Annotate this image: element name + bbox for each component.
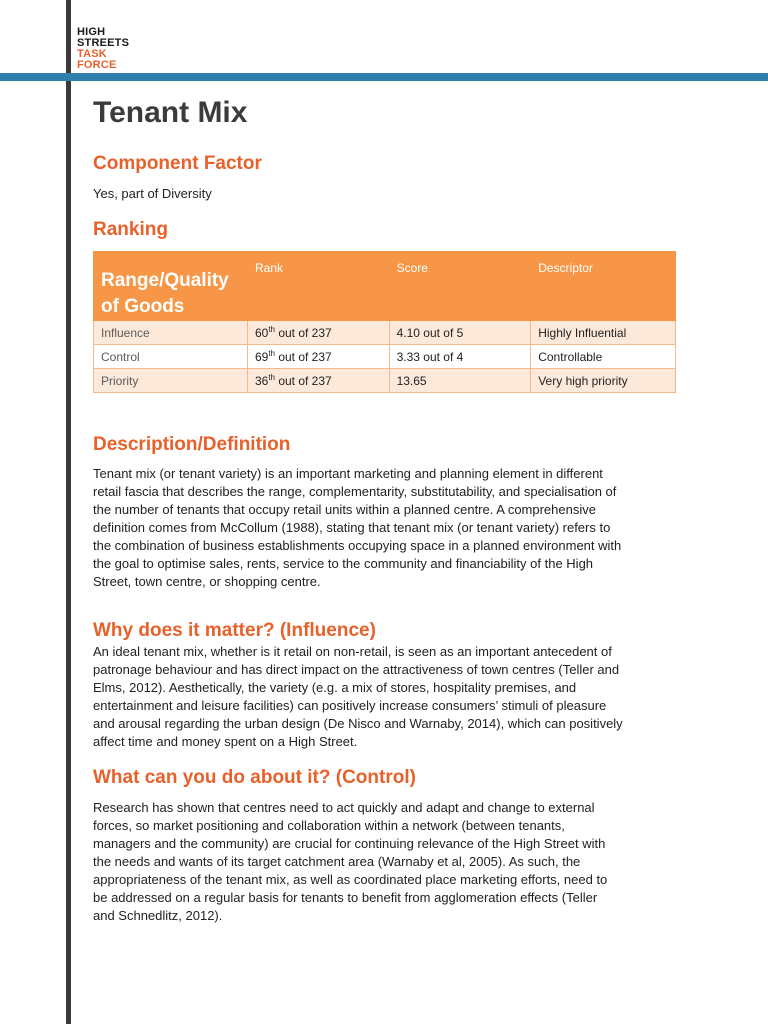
description-heading: Description/Definition bbox=[93, 434, 291, 455]
row-label: Control bbox=[94, 345, 248, 369]
control-heading: What can you do about it? (Control) bbox=[93, 767, 416, 788]
component-factor-heading: Component Factor bbox=[93, 153, 262, 174]
score-cell: 13.65 bbox=[389, 369, 531, 393]
influence-heading: Why does it matter? (Influence) bbox=[93, 620, 376, 641]
page-title: Tenant Mix bbox=[93, 96, 248, 129]
logo-line-2: STREETS bbox=[77, 37, 130, 49]
row-label: Priority bbox=[94, 369, 248, 393]
rank-cell: 69th out of 237 bbox=[247, 345, 389, 369]
ranking-heading: Ranking bbox=[93, 219, 168, 240]
header-band bbox=[0, 73, 768, 81]
table-row-control bbox=[94, 345, 676, 369]
logo-line-1: HIGH bbox=[77, 26, 106, 38]
score-cell: 3.33 out of 4 bbox=[389, 345, 531, 369]
row-label: Influence bbox=[94, 321, 248, 345]
descriptor-cell: Controllable bbox=[531, 345, 676, 369]
descriptor-cell: Very high priority bbox=[531, 369, 676, 393]
table-row-priority bbox=[94, 369, 676, 393]
description-paragraph: Tenant mix (or tenant variety) is an important marketing and planning element in different retail fascia that describes the range, complementarity, substitutability, and specialisation of the number of tenants that occupy retail units within a planned centre. A comprehensive definition comes from McCollum (1988), stating that tenant mix (or tenant variety) refers to the combination of business establishments occupying space in a planned environment with the goal to optimise sales, rents, service to the community and financiability of the High Street, town centre, or shopping centre. bbox=[93, 466, 622, 589]
group-label: Range/Quality of Goods bbox=[94, 252, 248, 321]
left-margin-rule bbox=[66, 0, 71, 1024]
control-paragraph: Research has shown that centres need to act quickly and adapt and change to external forces, so market positioning and collaboration within a network (between tenants, managers and the community) are crucial for continuing relevance of the High Street with the needs and wants of its target catchment area (Warnaby et al, 2005). As such, the appropriateness of the tenant mix, as well as coordinated place marketing efforts, need to be addressed on a regular basis for tenants to benefit from agglomeration effects (Teller and Schnedlitz, 2012). bbox=[93, 800, 608, 923]
ranking-table-header bbox=[94, 252, 676, 321]
influence-paragraph: An ideal tenant mix, whether is it retail on non-retail, is seen as an important antecedent of patronage behaviour and has direct impact on the attractiveness of town centres (Teller and Elms, 2012). Aesthetically, the variety (e.g. a mix of stores, hospitality premises, and entertainment and leisure facilities) can positively increase consumers’ stimuli of pleasure and arousal regarding the urban design (De Nisco and Warnaby, 2014), which can positively affect time and money spent on a High Street. bbox=[93, 644, 623, 749]
column-header-descriptor: Descriptor bbox=[531, 252, 676, 321]
high-streets-task-force-logo bbox=[77, 27, 129, 71]
rank-cell: 60th out of 237 bbox=[247, 321, 389, 345]
column-header-score: Score bbox=[389, 252, 531, 321]
descriptor-cell: Highly Influential bbox=[531, 321, 676, 345]
logo-line-3: TASK bbox=[77, 48, 107, 60]
rank-cell: 36th out of 237 bbox=[247, 369, 389, 393]
component-factor-text: Yes, part of Diversity bbox=[93, 186, 212, 201]
score-cell: 4.10 out of 5 bbox=[389, 321, 531, 345]
table-row-influence bbox=[94, 321, 676, 345]
ranking-table bbox=[93, 251, 676, 393]
column-header-rank: Rank bbox=[247, 252, 389, 321]
logo-line-4: FORCE bbox=[77, 59, 117, 71]
